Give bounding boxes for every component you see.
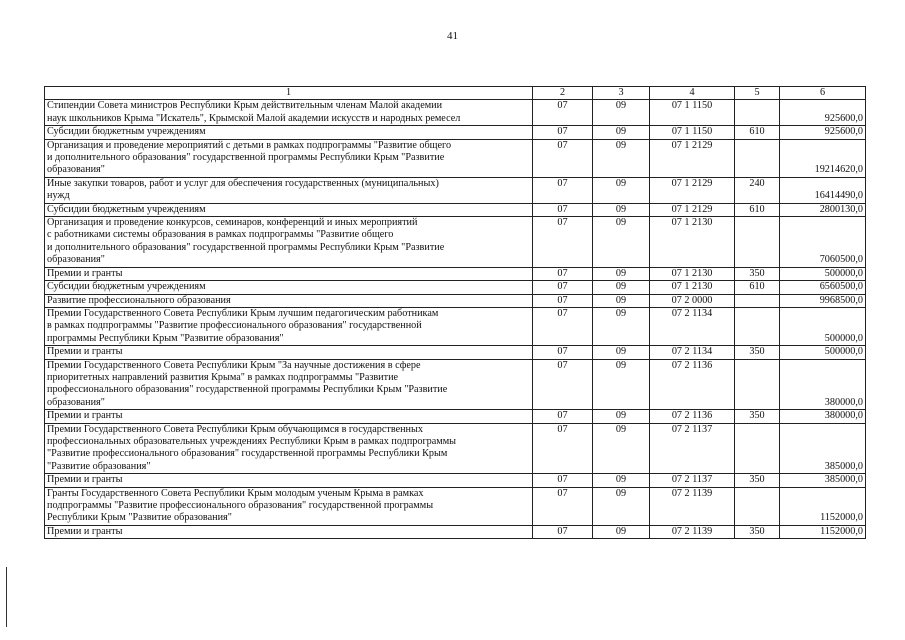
section-code-cell: 07: [533, 525, 593, 538]
table-body: [45, 87, 866, 539]
expense-type-cell: 350: [735, 525, 780, 538]
amount-cell: 7060500,0: [780, 217, 866, 268]
item-name-cell: Премии Государственного Совета Республики Крым обучающимся в государственных профессиональных образовательных учреждениях Республики Крым в рамках подпрограммы "Развитие профессионального образования" государственной программы Республики Крым "Развитие образования": [45, 423, 533, 474]
expense-type-cell: [735, 359, 780, 410]
table-row: [45, 100, 866, 126]
target-article-cell: 07 2 1139: [650, 525, 735, 538]
column-header-4: 4: [650, 87, 735, 100]
target-article-cell: 07 1 2129: [650, 177, 735, 203]
expense-type-cell: [735, 100, 780, 126]
subsection-code-cell: 09: [593, 100, 650, 126]
target-article-cell: 07 1 2129: [650, 203, 735, 216]
table-row: [45, 294, 866, 307]
table-row: [45, 474, 866, 487]
item-name-cell: Развитие профессионального образования: [45, 294, 533, 307]
expense-type-cell: [735, 423, 780, 474]
target-article-cell: 07 2 1134: [650, 307, 735, 345]
item-name-cell: Премии и гранты: [45, 267, 533, 280]
section-code-cell: 07: [533, 267, 593, 280]
table-row: [45, 267, 866, 280]
table-header-row: [45, 87, 866, 100]
budget-table: [44, 86, 866, 539]
item-name-cell: Организация и проведение мероприятий с детьми в рамках подпрограммы "Развитие общего и дополнительного образования" государственной программы Республики Крым "Развитие образования": [45, 139, 533, 177]
expense-type-cell: [735, 294, 780, 307]
column-header-3: 3: [593, 87, 650, 100]
section-code-cell: 07: [533, 217, 593, 268]
subsection-code-cell: 09: [593, 126, 650, 139]
item-name-cell: Субсидии бюджетным учреждениям: [45, 126, 533, 139]
expense-type-cell: [735, 139, 780, 177]
target-article-cell: 07 1 2130: [650, 281, 735, 294]
item-name-cell: Премии и гранты: [45, 525, 533, 538]
item-name-cell: Премии Государственного Совета Республики Крым лучшим педагогическим работникам в рамках подпрограммы "Развитие профессионального образования" государственной программы Республики Крым "Развитие образования": [45, 307, 533, 345]
item-name-cell: Субсидии бюджетным учреждениям: [45, 203, 533, 216]
table-row: [45, 217, 866, 268]
subsection-code-cell: 09: [593, 139, 650, 177]
table-row: [45, 346, 866, 359]
table-row: [45, 203, 866, 216]
expense-type-cell: 350: [735, 410, 780, 423]
subsection-code-cell: 09: [593, 525, 650, 538]
margin-line: [6, 567, 7, 627]
amount-cell: 380000,0: [780, 359, 866, 410]
item-name-cell: Премии и гранты: [45, 474, 533, 487]
amount-cell: 1152000,0: [780, 525, 866, 538]
section-code-cell: 07: [533, 410, 593, 423]
expense-type-cell: 610: [735, 126, 780, 139]
subsection-code-cell: 09: [593, 487, 650, 525]
amount-cell: 2800130,0: [780, 203, 866, 216]
amount-cell: 500000,0: [780, 267, 866, 280]
amount-cell: 9968500,0: [780, 294, 866, 307]
item-name-cell: Иные закупки товаров, работ и услуг для обеспечения государственных (муниципальных) нужд: [45, 177, 533, 203]
expense-type-cell: 240: [735, 177, 780, 203]
subsection-code-cell: 09: [593, 294, 650, 307]
expense-type-cell: [735, 217, 780, 268]
table-row: [45, 525, 866, 538]
target-article-cell: 07 2 1137: [650, 474, 735, 487]
section-code-cell: 07: [533, 487, 593, 525]
section-code-cell: 07: [533, 474, 593, 487]
section-code-cell: 07: [533, 346, 593, 359]
amount-cell: 19214620,0: [780, 139, 866, 177]
section-code-cell: 07: [533, 203, 593, 216]
amount-cell: 385000,0: [780, 423, 866, 474]
table-row: [45, 126, 866, 139]
item-name-cell: Премии и гранты: [45, 346, 533, 359]
amount-cell: 1152000,0: [780, 487, 866, 525]
table-row: [45, 359, 866, 410]
table-row: [45, 307, 866, 345]
subsection-code-cell: 09: [593, 177, 650, 203]
amount-cell: 16414490,0: [780, 177, 866, 203]
subsection-code-cell: 09: [593, 346, 650, 359]
target-article-cell: 07 2 0000: [650, 294, 735, 307]
column-header-1: 1: [45, 87, 533, 100]
section-code-cell: 07: [533, 307, 593, 345]
target-article-cell: 07 1 2129: [650, 139, 735, 177]
section-code-cell: 07: [533, 126, 593, 139]
target-article-cell: 07 2 1137: [650, 423, 735, 474]
table-row: [45, 281, 866, 294]
subsection-code-cell: 09: [593, 410, 650, 423]
section-code-cell: 07: [533, 100, 593, 126]
table-row: [45, 410, 866, 423]
subsection-code-cell: 09: [593, 474, 650, 487]
target-article-cell: 07 2 1136: [650, 410, 735, 423]
column-header-2: 2: [533, 87, 593, 100]
expense-type-cell: [735, 307, 780, 345]
subsection-code-cell: 09: [593, 267, 650, 280]
subsection-code-cell: 09: [593, 423, 650, 474]
expense-type-cell: 610: [735, 281, 780, 294]
expense-type-cell: 350: [735, 267, 780, 280]
item-name-cell: Субсидии бюджетным учреждениям: [45, 281, 533, 294]
item-name-cell: Стипендии Совета министров Республики Крым действительным членам Малой академии наук школьников Крыма "Искатель", Крымской Малой академии искусств и народных ремесел: [45, 100, 533, 126]
section-code-cell: 07: [533, 359, 593, 410]
section-code-cell: 07: [533, 423, 593, 474]
item-name-cell: Гранты Государственного Совета Республики Крым молодым ученым Крыма в рамках подпрограммы "Развитие профессионального образования" государственной программы Республики Крым "Развитие образования": [45, 487, 533, 525]
section-code-cell: 07: [533, 139, 593, 177]
amount-cell: 925600,0: [780, 126, 866, 139]
target-article-cell: 07 1 1150: [650, 100, 735, 126]
page-number: 41: [447, 30, 458, 42]
item-name-cell: Организация и проведение конкурсов, семинаров, конференций и иных мероприятий с работниками системы образования в рамках подпрограммы "Развитие общего и дополнительного образования" государственной программы Республики Крым "Развитие образования": [45, 217, 533, 268]
amount-cell: 380000,0: [780, 410, 866, 423]
section-code-cell: 07: [533, 281, 593, 294]
section-code-cell: 07: [533, 294, 593, 307]
expense-type-cell: 350: [735, 346, 780, 359]
amount-cell: 6560500,0: [780, 281, 866, 294]
section-code-cell: 07: [533, 177, 593, 203]
table-row: [45, 487, 866, 525]
target-article-cell: 07 2 1139: [650, 487, 735, 525]
amount-cell: 500000,0: [780, 307, 866, 345]
subsection-code-cell: 09: [593, 307, 650, 345]
table-row: [45, 177, 866, 203]
subsection-code-cell: 09: [593, 203, 650, 216]
table-row: [45, 423, 866, 474]
expense-type-cell: 350: [735, 474, 780, 487]
subsection-code-cell: 09: [593, 359, 650, 410]
target-article-cell: 07 1 2130: [650, 267, 735, 280]
item-name-cell: Премии и гранты: [45, 410, 533, 423]
target-article-cell: 07 1 2130: [650, 217, 735, 268]
subsection-code-cell: 09: [593, 281, 650, 294]
target-article-cell: 07 2 1136: [650, 359, 735, 410]
amount-cell: 385000,0: [780, 474, 866, 487]
subsection-code-cell: 09: [593, 217, 650, 268]
target-article-cell: 07 1 1150: [650, 126, 735, 139]
table-row: [45, 139, 866, 177]
target-article-cell: 07 2 1134: [650, 346, 735, 359]
amount-cell: 500000,0: [780, 346, 866, 359]
column-header-6: 6: [780, 87, 866, 100]
item-name-cell: Премии Государственного Совета Республики Крым "За научные достижения в сфере приоритетных направлений развития Крыма" в рамках подпрограммы "Развитие профессионального образования" государственной программы Республики Крым "Развитие образования": [45, 359, 533, 410]
column-header-5: 5: [735, 87, 780, 100]
amount-cell: 925600,0: [780, 100, 866, 126]
expense-type-cell: [735, 487, 780, 525]
expense-type-cell: 610: [735, 203, 780, 216]
